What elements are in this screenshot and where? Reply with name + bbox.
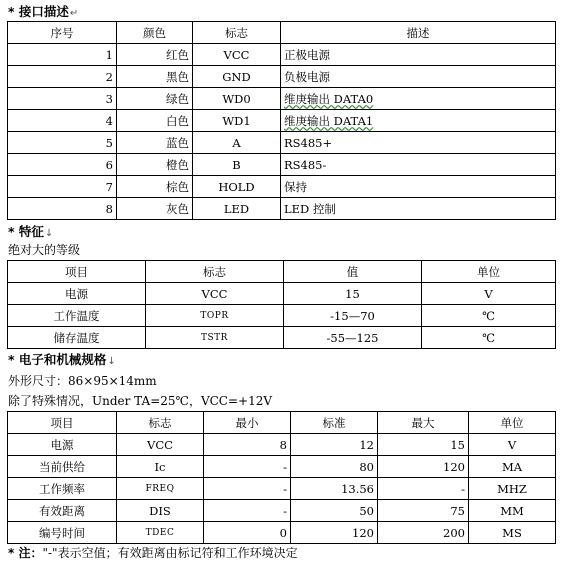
- cell-max: 15: [378, 434, 469, 456]
- header-cell: 单位: [422, 261, 556, 283]
- cell-unit: MS: [469, 522, 556, 544]
- header-cell: 标志: [146, 261, 284, 283]
- cell-sign: TDEC: [117, 522, 204, 544]
- cell-min: -: [204, 500, 291, 522]
- header-cell: 描述: [281, 22, 556, 44]
- footnote: [8, 544, 298, 561]
- header-cell: 项目: [8, 412, 117, 434]
- features-subtitle: 绝对大的等级: [8, 243, 81, 257]
- cell-item: 工作频率: [8, 478, 117, 500]
- cell-desc: 正极电源: [281, 44, 556, 66]
- cell-index: 8: [8, 198, 117, 220]
- table-row: [8, 44, 556, 66]
- cell-sign: TSTR: [146, 327, 284, 349]
- table-header-row: [8, 22, 556, 44]
- cell-value: -15—70: [284, 305, 422, 327]
- table-row: [8, 305, 556, 327]
- cell-index: 7: [8, 176, 117, 198]
- cell-sign: HOLD: [193, 176, 281, 198]
- cell-color: 绿色: [117, 88, 193, 110]
- cell-item: 储存温度: [8, 327, 146, 349]
- cell-value: -55—125: [284, 327, 422, 349]
- note-text: "-"表示空值；有效距离由标记符和工作环境决定: [42, 546, 298, 560]
- cell-desc: 负极电源: [281, 66, 556, 88]
- heading-text: * 特征: [8, 224, 44, 239]
- cell-index: 2: [8, 66, 117, 88]
- header-cell: 标志: [117, 412, 204, 434]
- cell-index: 6: [8, 154, 117, 176]
- table-row: [8, 132, 556, 154]
- table-row: [8, 522, 556, 544]
- cell-unit: V: [469, 434, 556, 456]
- cell-min: 0: [204, 522, 291, 544]
- cell-color: 灰色: [117, 198, 193, 220]
- cell-item: 编号时间: [8, 522, 117, 544]
- cell-item: 电源: [8, 283, 146, 305]
- cell-typ: 13.56: [291, 478, 378, 500]
- header-cell: 颜色: [117, 22, 193, 44]
- cell-max: 200: [378, 522, 469, 544]
- header-cell: 最大: [378, 412, 469, 434]
- paragraph-mark-icon: ↓: [44, 228, 54, 239]
- cell-unit: V: [422, 283, 556, 305]
- specs-table: [7, 411, 556, 544]
- header-cell: 最小: [204, 412, 291, 434]
- cell-desc: [281, 88, 556, 110]
- cell-sign: GND: [193, 66, 281, 88]
- cell-unit: MM: [469, 500, 556, 522]
- header-cell: 标准: [291, 412, 378, 434]
- table-row: [8, 500, 556, 522]
- cell-value: 15: [284, 283, 422, 305]
- cell-min: -: [204, 456, 291, 478]
- cell-desc: RS485+: [281, 132, 556, 154]
- cell-sign: TOPR: [146, 305, 284, 327]
- cell-desc: 保持: [281, 176, 556, 198]
- section-heading-features: [8, 222, 53, 240]
- table-row: [8, 154, 556, 176]
- table-row: [8, 110, 556, 132]
- ratings-table: [7, 260, 556, 349]
- cell-color: 黑色: [117, 66, 193, 88]
- cell-typ: 50: [291, 500, 378, 522]
- cell-color: 棕色: [117, 176, 193, 198]
- cell-unit: ℃: [422, 327, 556, 349]
- cell-item: 工作温度: [8, 305, 146, 327]
- interface-table: [7, 21, 556, 220]
- cell-desc-text: 维庚输出 DATA0: [284, 91, 374, 106]
- table-header-row: [8, 412, 556, 434]
- cell-desc: LED 控制: [281, 198, 556, 220]
- heading-text: * 接口描述: [8, 4, 69, 19]
- cell-index: 4: [8, 110, 117, 132]
- cell-sign: A: [193, 132, 281, 154]
- cell-color: 蓝色: [117, 132, 193, 154]
- cell-unit: MA: [469, 456, 556, 478]
- table-row: [8, 88, 556, 110]
- conditions-line: 除了特殊情况，Under TA=25℃，VCC=+12V: [8, 394, 273, 408]
- cell-desc: [281, 110, 556, 132]
- size-line: 外形尺寸：86×95×14mm: [8, 374, 157, 388]
- table-row: [8, 456, 556, 478]
- section-heading-specs: [8, 350, 116, 368]
- cell-sign: LED: [193, 198, 281, 220]
- cell-min: 8: [204, 434, 291, 456]
- cell-desc: RS485-: [281, 154, 556, 176]
- header-cell: 标志: [193, 22, 281, 44]
- cell-index: 3: [8, 88, 117, 110]
- cell-item: 电源: [8, 434, 117, 456]
- cell-max: 120: [378, 456, 469, 478]
- cell-index: 5: [8, 132, 117, 154]
- table-row: [8, 66, 556, 88]
- cell-min: -: [204, 478, 291, 500]
- header-cell: 单位: [469, 412, 556, 434]
- cell-sign: VCC: [193, 44, 281, 66]
- cell-color: 橙色: [117, 154, 193, 176]
- cell-typ: 120: [291, 522, 378, 544]
- cell-sign: FREQ: [117, 478, 204, 500]
- cell-color: 红色: [117, 44, 193, 66]
- table-row: [8, 198, 556, 220]
- heading-text: * 电子和机械规格: [8, 352, 107, 367]
- cell-color: 白色: [117, 110, 193, 132]
- header-cell: 值: [284, 261, 422, 283]
- note-label: * 注：: [8, 546, 43, 560]
- table-row: [8, 327, 556, 349]
- paragraph-mark-icon: ↵: [69, 8, 79, 19]
- cell-desc-text: 维庚输出 DATA1: [284, 113, 374, 128]
- section-heading-interface: [8, 2, 78, 20]
- table-row: [8, 283, 556, 305]
- header-cell: 项目: [8, 261, 146, 283]
- cell-sign: WD0: [193, 88, 281, 110]
- cell-max: 75: [378, 500, 469, 522]
- cell-sign: WD1: [193, 110, 281, 132]
- cell-sign: VCC: [117, 434, 204, 456]
- cell-unit: ℃: [422, 305, 556, 327]
- cell-typ: 12: [291, 434, 378, 456]
- cell-sign: VCC: [146, 283, 284, 305]
- cell-sign: Ic: [117, 456, 204, 478]
- cell-unit: MHZ: [469, 478, 556, 500]
- header-cell: 序号: [8, 22, 117, 44]
- table-row: [8, 478, 556, 500]
- cell-item: 当前供给: [8, 456, 117, 478]
- cell-typ: 80: [291, 456, 378, 478]
- cell-sign: B: [193, 154, 281, 176]
- table-row: [8, 176, 556, 198]
- cell-max: -: [378, 478, 469, 500]
- paragraph-mark-icon: ↓: [107, 356, 116, 367]
- cell-sign: DIS: [117, 500, 204, 522]
- table-row: [8, 434, 556, 456]
- cell-item: 有效距离: [8, 500, 117, 522]
- cell-index: 1: [8, 44, 117, 66]
- table-header-row: [8, 261, 556, 283]
